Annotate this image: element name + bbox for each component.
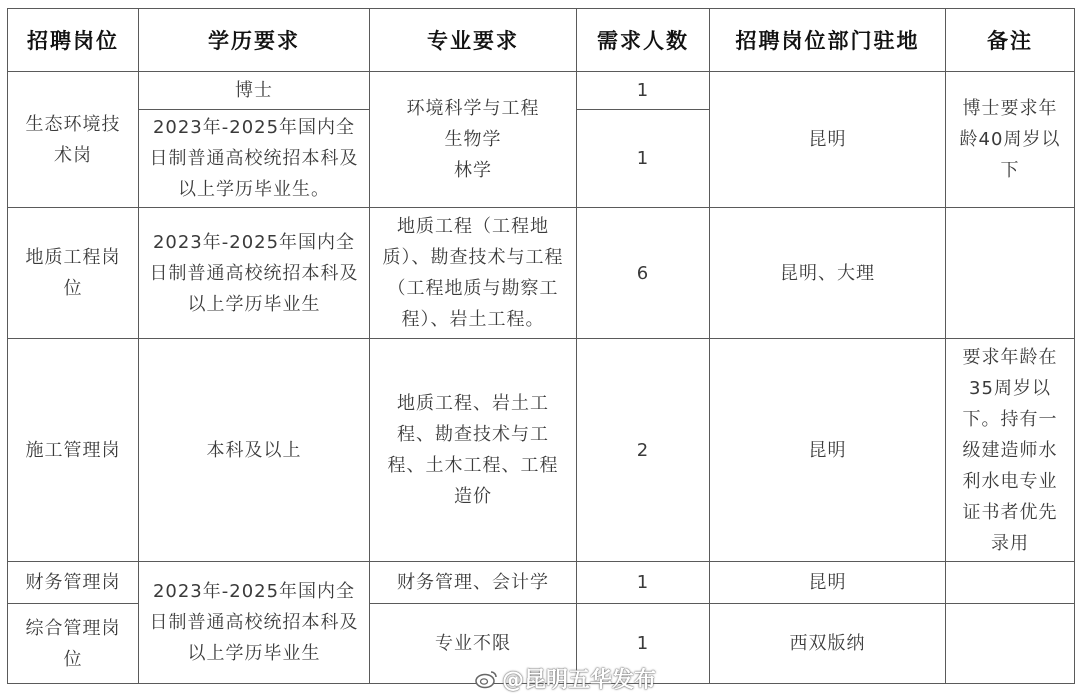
table-row: [8, 339, 1075, 562]
cell-major: 财务管理、会计学: [370, 562, 577, 604]
cell-position: 生态环境技术岗: [8, 72, 139, 208]
cell-position: 综合管理岗位: [8, 604, 139, 684]
watermark: [474, 663, 656, 694]
cell-education: 2023年-2025年国内全日制普通高校统招本科及以上学历毕业生: [139, 562, 370, 684]
cell-location: 昆明: [710, 72, 946, 208]
cell-remark: [946, 604, 1075, 684]
weibo-icon: [474, 669, 498, 689]
cell-count: 2: [577, 339, 710, 562]
table-row: [8, 72, 1075, 110]
cell-remark: [946, 208, 1075, 339]
cell-education: 2023年-2025年国内全日制普通高校统招本科及以上学历毕业生: [139, 208, 370, 339]
cell-major: 环境科学与工程 生物学 林学: [370, 72, 577, 208]
cell-location: 昆明、大理: [710, 208, 946, 339]
cell-major: 专业不限: [370, 604, 577, 684]
cell-count: 6: [577, 208, 710, 339]
cell-count: 1: [577, 604, 710, 684]
table-header-row: [8, 9, 1075, 72]
cell-count: 1: [577, 110, 710, 208]
cell-major: 地质工程（工程地质）、勘查技术与工程（工程地质与勘察工程）、岩土工程。: [370, 208, 577, 339]
recruitment-table: [7, 8, 1075, 684]
cell-remark: 要求年龄在35周岁以下。持有一级建造师水利水电专业证书者优先录用: [946, 339, 1075, 562]
cell-position: 地质工程岗位: [8, 208, 139, 339]
header-remark: 备注: [946, 9, 1075, 72]
header-position: 招聘岗位: [8, 9, 139, 72]
table-row: [8, 208, 1075, 339]
cell-count: 1: [577, 562, 710, 604]
cell-education: 博士: [139, 72, 370, 110]
cell-remark: 博士要求年龄40周岁以下: [946, 72, 1075, 208]
header-count: 需求人数: [577, 9, 710, 72]
cell-location: 昆明: [710, 562, 946, 604]
header-education: 学历要求: [139, 9, 370, 72]
watermark-text: @昆明五华发布: [501, 668, 656, 693]
cell-location: 昆明: [710, 339, 946, 562]
table-row: [8, 562, 1075, 604]
cell-location: 西双版纳: [710, 604, 946, 684]
cell-position: 施工管理岗: [8, 339, 139, 562]
cell-count: 1: [577, 72, 710, 110]
header-major: 专业要求: [370, 9, 577, 72]
cell-position: 财务管理岗: [8, 562, 139, 604]
header-location: 招聘岗位部门驻地: [710, 9, 946, 72]
cell-remark: [946, 562, 1075, 604]
cell-major: 地质工程、岩土工程、勘查技术与工程、土木工程、工程造价: [370, 339, 577, 562]
cell-education: 本科及以上: [139, 339, 370, 562]
cell-education: 2023年-2025年国内全日制普通高校统招本科及以上学历毕业生。: [139, 110, 370, 208]
